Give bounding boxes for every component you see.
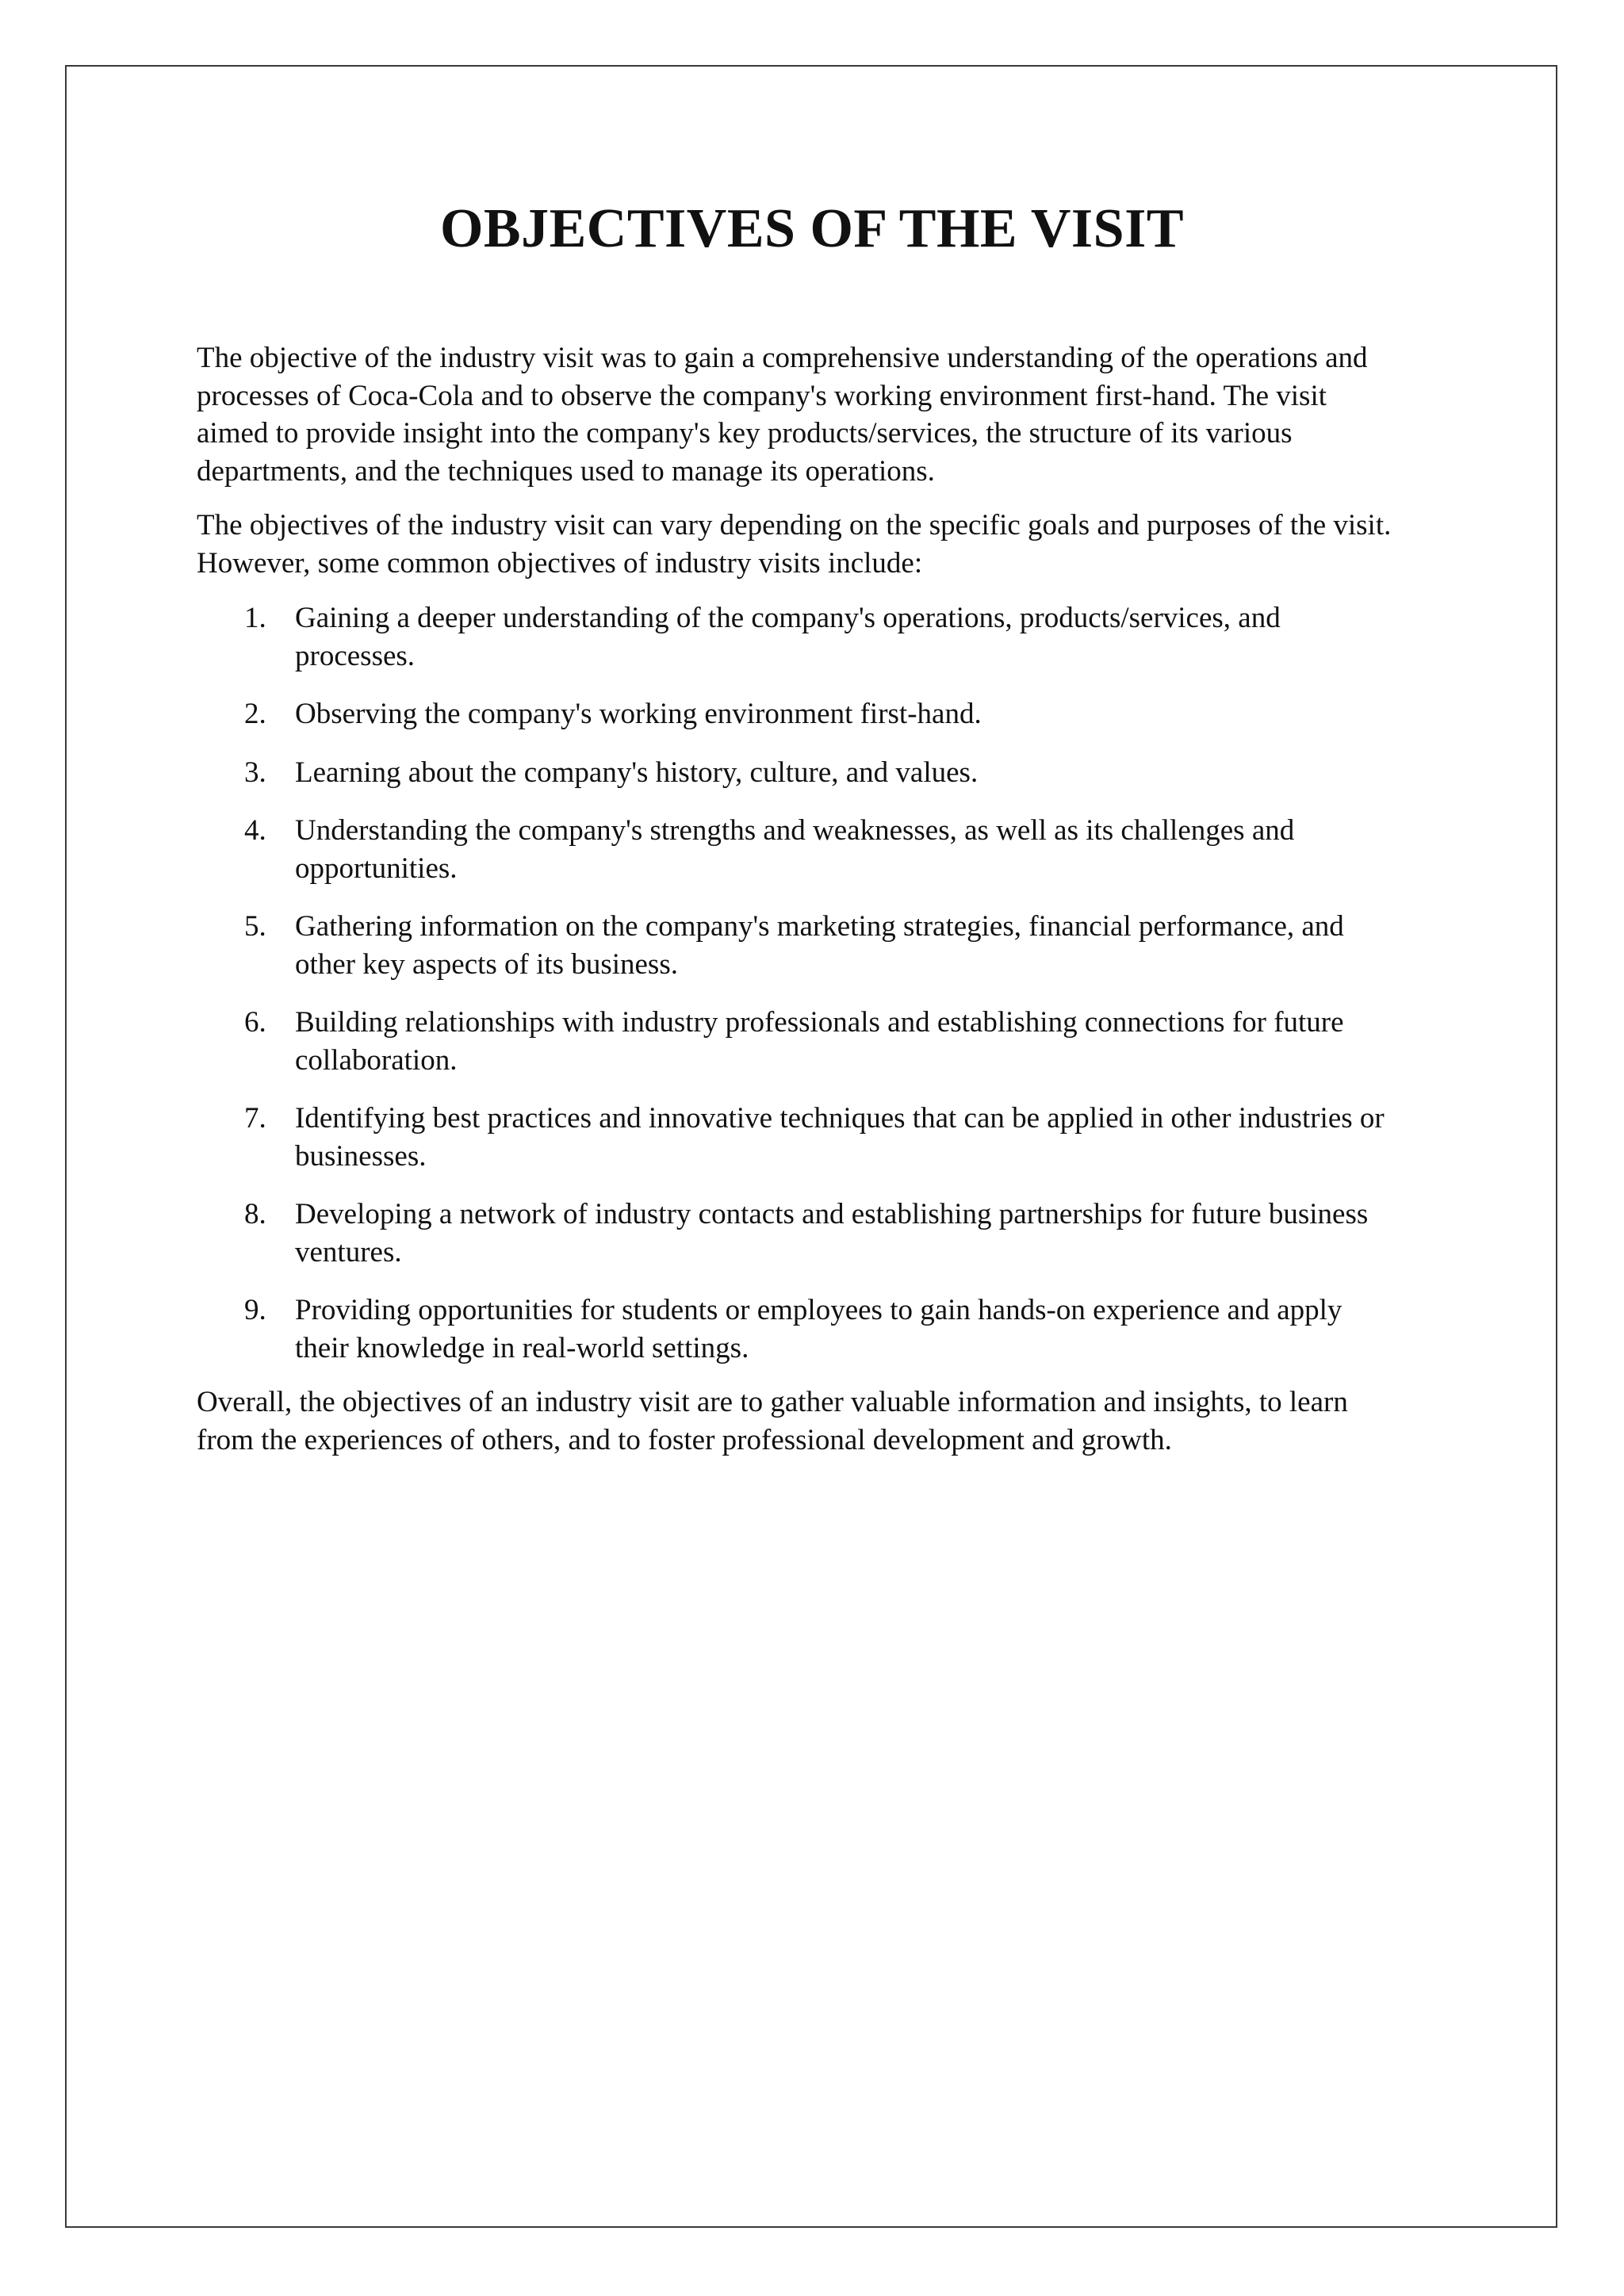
list-item-text: Gaining a deeper understanding of the company's operations, products/services, and processes. [295, 602, 1281, 672]
list-item-text: Providing opportunities for students or employees to gain hands-on experience and apply their knowledge in real-world settings. [295, 1294, 1342, 1364]
list-item [197, 599, 1434, 675]
list-item-number: 4. [244, 814, 266, 847]
list-item-number: 6. [244, 1006, 266, 1039]
list-item-text: Observing the company's working environment first-hand. [295, 698, 982, 730]
list-item [197, 1196, 1434, 1271]
page-title: OBJECTIVES OF THE VISIT [439, 198, 1185, 259]
list-item-number: 2. [244, 698, 266, 730]
list-item-number: 3. [244, 756, 266, 789]
list-item-number: 5. [244, 910, 266, 943]
list-item [197, 1100, 1434, 1175]
intro-paragraph: The objective of the industry visit was to gain a comprehensive understanding of the operations and processes of Coca-Cola and to observe the company's working environment first-hand. The visit aimed to provide insight into the company's key products/services, the structure of its various departments, and the techniques used to manage its operations. [197, 342, 1368, 488]
closing-paragraph: Overall, the objectives of an industry visit are to gather valuable information and insights, to learn from the experiences of others, and to foster professional development and growth. [197, 1386, 1348, 1456]
list-item-number: 8. [244, 1198, 266, 1230]
list-item-text: Building relationships with industry professionals and establishing connections for future collaboration. [295, 1006, 1344, 1077]
list-item [197, 1004, 1434, 1079]
lead-paragraph: The objectives of the industry visit can vary depending on the specific goals and purposes of the visit. However, some common objectives of industry visits include: [197, 509, 1392, 580]
list-item [197, 1292, 1434, 1367]
list-item-text: Identifying best practices and innovative techniques that can be applied in other industries or businesses. [295, 1102, 1385, 1173]
document-body [197, 339, 1434, 1459]
list-item [197, 695, 1434, 733]
list-item-number: 1. [244, 602, 266, 634]
list-item [197, 908, 1434, 983]
objectives-list [197, 599, 1434, 1367]
list-item [197, 812, 1434, 887]
list-item-text: Gathering information on the company's marketing strategies, financial performance, and other key aspects of its business. [295, 910, 1344, 981]
list-item-text: Learning about the company's history, culture, and values. [295, 756, 979, 789]
list-item-text: Understanding the company's strengths and weaknesses, as well as its challenges and opportunities. [295, 814, 1295, 885]
list-item-number: 9. [244, 1294, 266, 1326]
list-item [197, 754, 1434, 792]
list-item-text: Developing a network of industry contacts and establishing partnerships for future business ventures. [295, 1198, 1369, 1269]
list-item-number: 7. [244, 1102, 266, 1135]
